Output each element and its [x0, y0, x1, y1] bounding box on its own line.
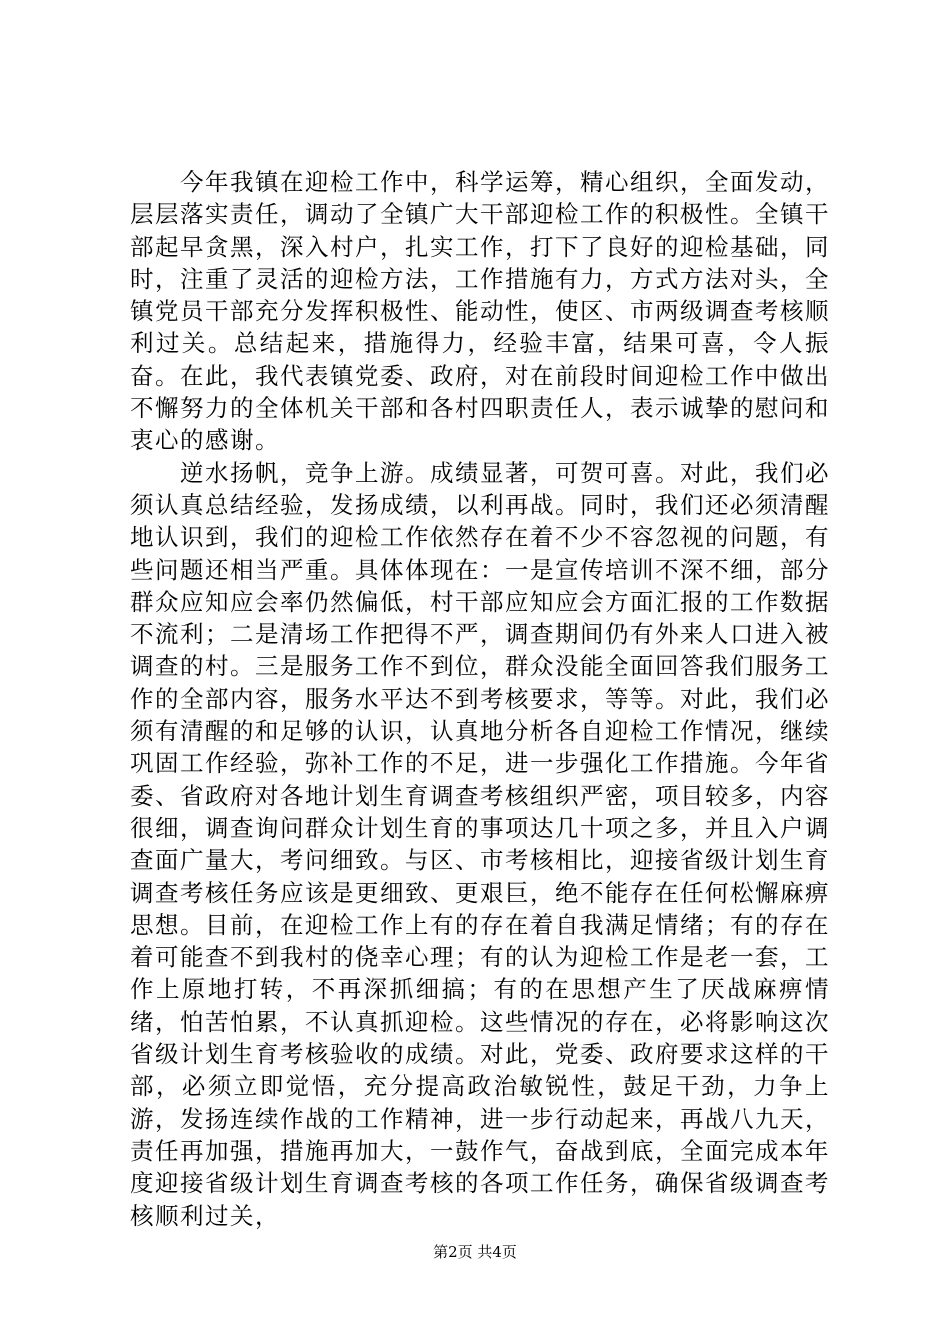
paragraph-2: 逆水扬帆，竞争上游。成绩显著，可贺可喜。对此，我们必须认真总结经验，发扬成绩，以利再战。同时，我们还必须清醒地认识到，我们的迎检工作依然存在着不少不容忽视的问题，有些问题还相当严重。具体体现在：一是宣传培训不深不细，部分群众应知应会率仍然偏低，村干部应知应会方面汇报的工作数据不流利；二是清场工作把得不严，调查期间仍有外来人口进入被调查的村。三是服务工作不到位，群众没能全面回答我们服务工作的全部内容，服务水平达不到考核要求，等等。对此，我们必须有清醒的和足够的认识，认真地分析各自迎检工作情况，继续巩固工作经验，弥补工作的不足，进一步强化工作措施。今年省委、省政府对各地计划生育调查考核组织严密，项目较多，内容很细，调查询问群众计划生育的事项达几十项之多，并且入户调查面广量大，考问细致。与区、市考核相比，迎接省级计划生育调查考核任务应该是更细致、更艰巨，绝不能存在任何松懈麻痹思想。目前，在迎检工作上有的存在着自我满足情绪；有的存在着可能查不到我村的侥幸心理；有的认为迎检工作是老一套，工作上原地打转，不再深抓细搞；有的在思想产生了厌战麻痹情绪，怕苦怕累，不认真抓迎检。这些情况的存在，必将影响这次省级计划生育考核验收的成绩。对此，党委、政府要求这样的干部，必须立即觉悟，充分提高政治敏锐性，鼓足干劲，力争上游，发扬连续作战的工作精神，进一步行动起来，再战八九天，责任再加强，措施再加大，一鼓作气，奋战到底，全面完成本年度迎接省级计划生育调查考核的各项工作任务，确保省级调查考核顺利过关， [130, 458, 830, 1230]
page-number-footer: 第2页 共4页 [433, 1243, 517, 1261]
paragraph-1: 今年我镇在迎检工作中，科学运筹，精心组织，全面发动，层层落实责任，调动了全镇广大干部迎检工作的积极性。全镇干部起早贪黑，深入村户，扎实工作，打下了良好的迎检基础，同时，注重了灵活的迎检方法，工作措施有力，方式方法对头，全镇党员干部充分发挥积极性、能动性，使区、市两级调查考核顺利过关。总结起来，措施得力，经验丰富，结果可喜，令人振奋。在此，我代表镇党委、政府，对在前段时间迎检工作中做出不懈努力的全体机关干部和各村四职责任人，表示诚挚的慰问和衷心的感谢。 [130, 168, 830, 455]
document-body [130, 166, 830, 1232]
